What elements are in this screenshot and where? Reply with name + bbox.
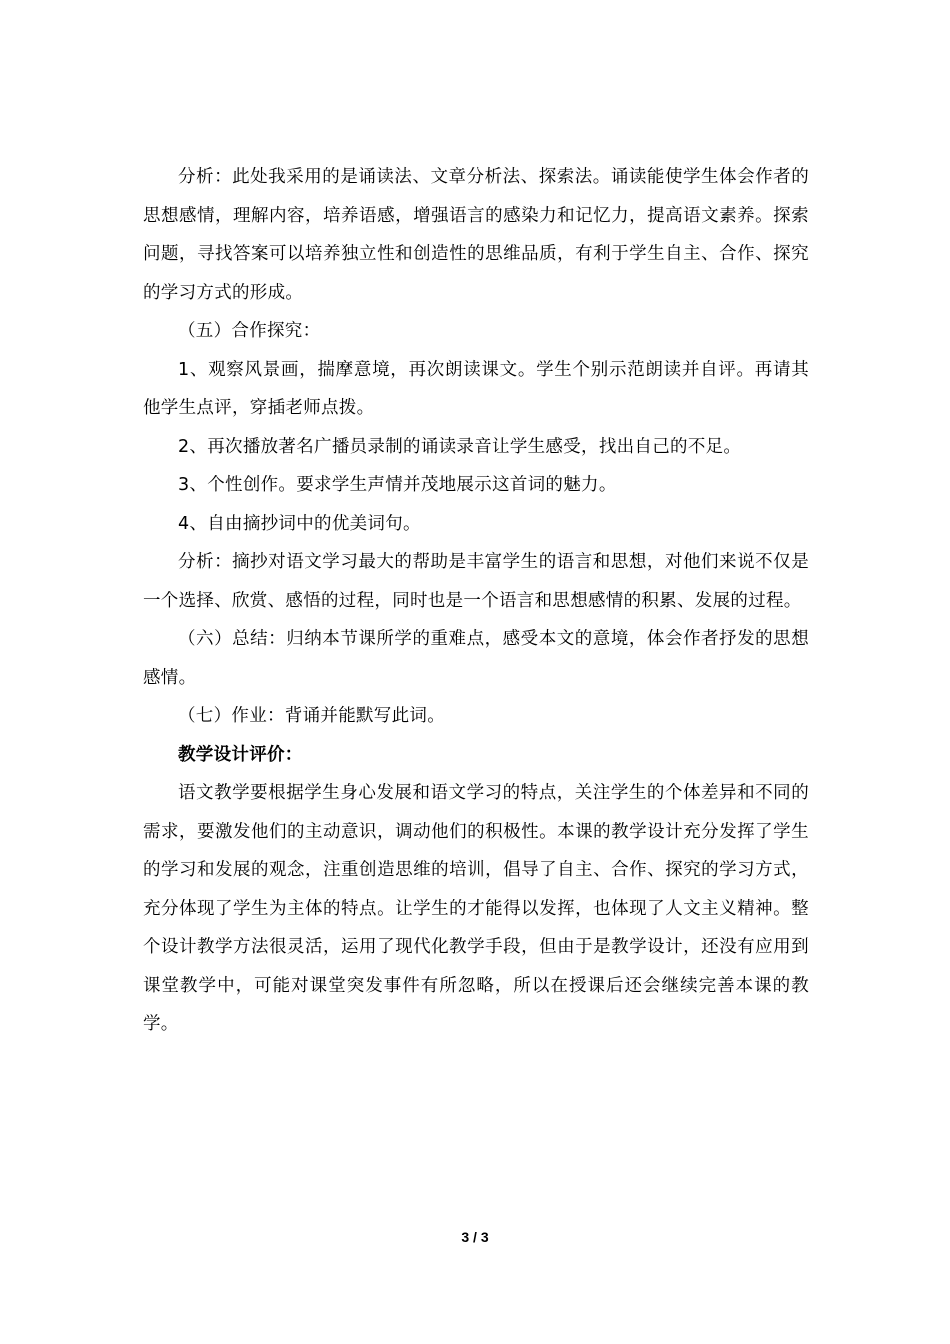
analysis-paragraph-reading-methods: 分析：此处我采用的是诵读法、文章分析法、探索法。诵读能使学生体会作者的思想感情，理解内容，培养语感，增强语言的感染力和记忆力，提高语文素养。探索问题，寻找答案可以培养独立性和创造性的思维品质，有利于学生自主、合作、探究的学习方式的形成。 bbox=[143, 167, 809, 303]
document-body bbox=[143, 158, 809, 1044]
section-heading-cooperative-inquiry: （五）合作探究： bbox=[178, 321, 321, 341]
page-number: 3 / 3 bbox=[461, 1229, 489, 1245]
evaluation-heading: 教学设计评价： bbox=[178, 744, 303, 765]
analysis-paragraph-excerpting: 分析：摘抄对语文学习最大的帮助是丰富学生的语言和思想，对他们来说不仅是一个选择、欣赏、感悟的过程，同时也是一个语言和思想感情的积累、发展的过程。 bbox=[143, 552, 809, 611]
list-item-play-recording: 2、再次播放著名广播员录制的诵读录音让学生感受，找出自己的不足。 bbox=[178, 436, 742, 457]
list-item-observe-landscape: 1、观察风景画，揣摩意境，再次朗读课文。学生个别示范朗读并自评。再请其他学生点评，穿插老师点拨。 bbox=[143, 359, 809, 418]
section-summary: （六）总结：归纳本节课所学的重难点，感受本文的意境，体会作者抒发的思想感情。 bbox=[143, 629, 809, 688]
section-homework: （七）作业：背诵并能默写此词。 bbox=[178, 706, 445, 726]
list-item-personal-creation: 3、个性创作。要求学生声情并茂地展示这首词的魅力。 bbox=[178, 475, 617, 495]
list-item-excerpt-phrases: 4、自由摘抄词中的优美词句。 bbox=[178, 513, 421, 534]
evaluation-paragraph: 语文教学要根据学生身心发展和语文学习的特点，关注学生的个体差异和不同的需求，要激发他们的主动意识，调动他们的积极性。本课的教学设计充分发挥了学生的学习和发展的观念，注重创造思维的培训，倡导了自主、合作、探究的学习方式，充分体现了学生为主体的特点。让学生的才能得以发挥，也体现了人文主义精神。整个设计教学方法很灵活，运用了现代化教学手段，但由于是教学设计，还没有应用到课堂教学中，可能对课堂突发事件有所忽略，所以在授课后还会继续完善本课的教学。 bbox=[143, 783, 809, 1034]
